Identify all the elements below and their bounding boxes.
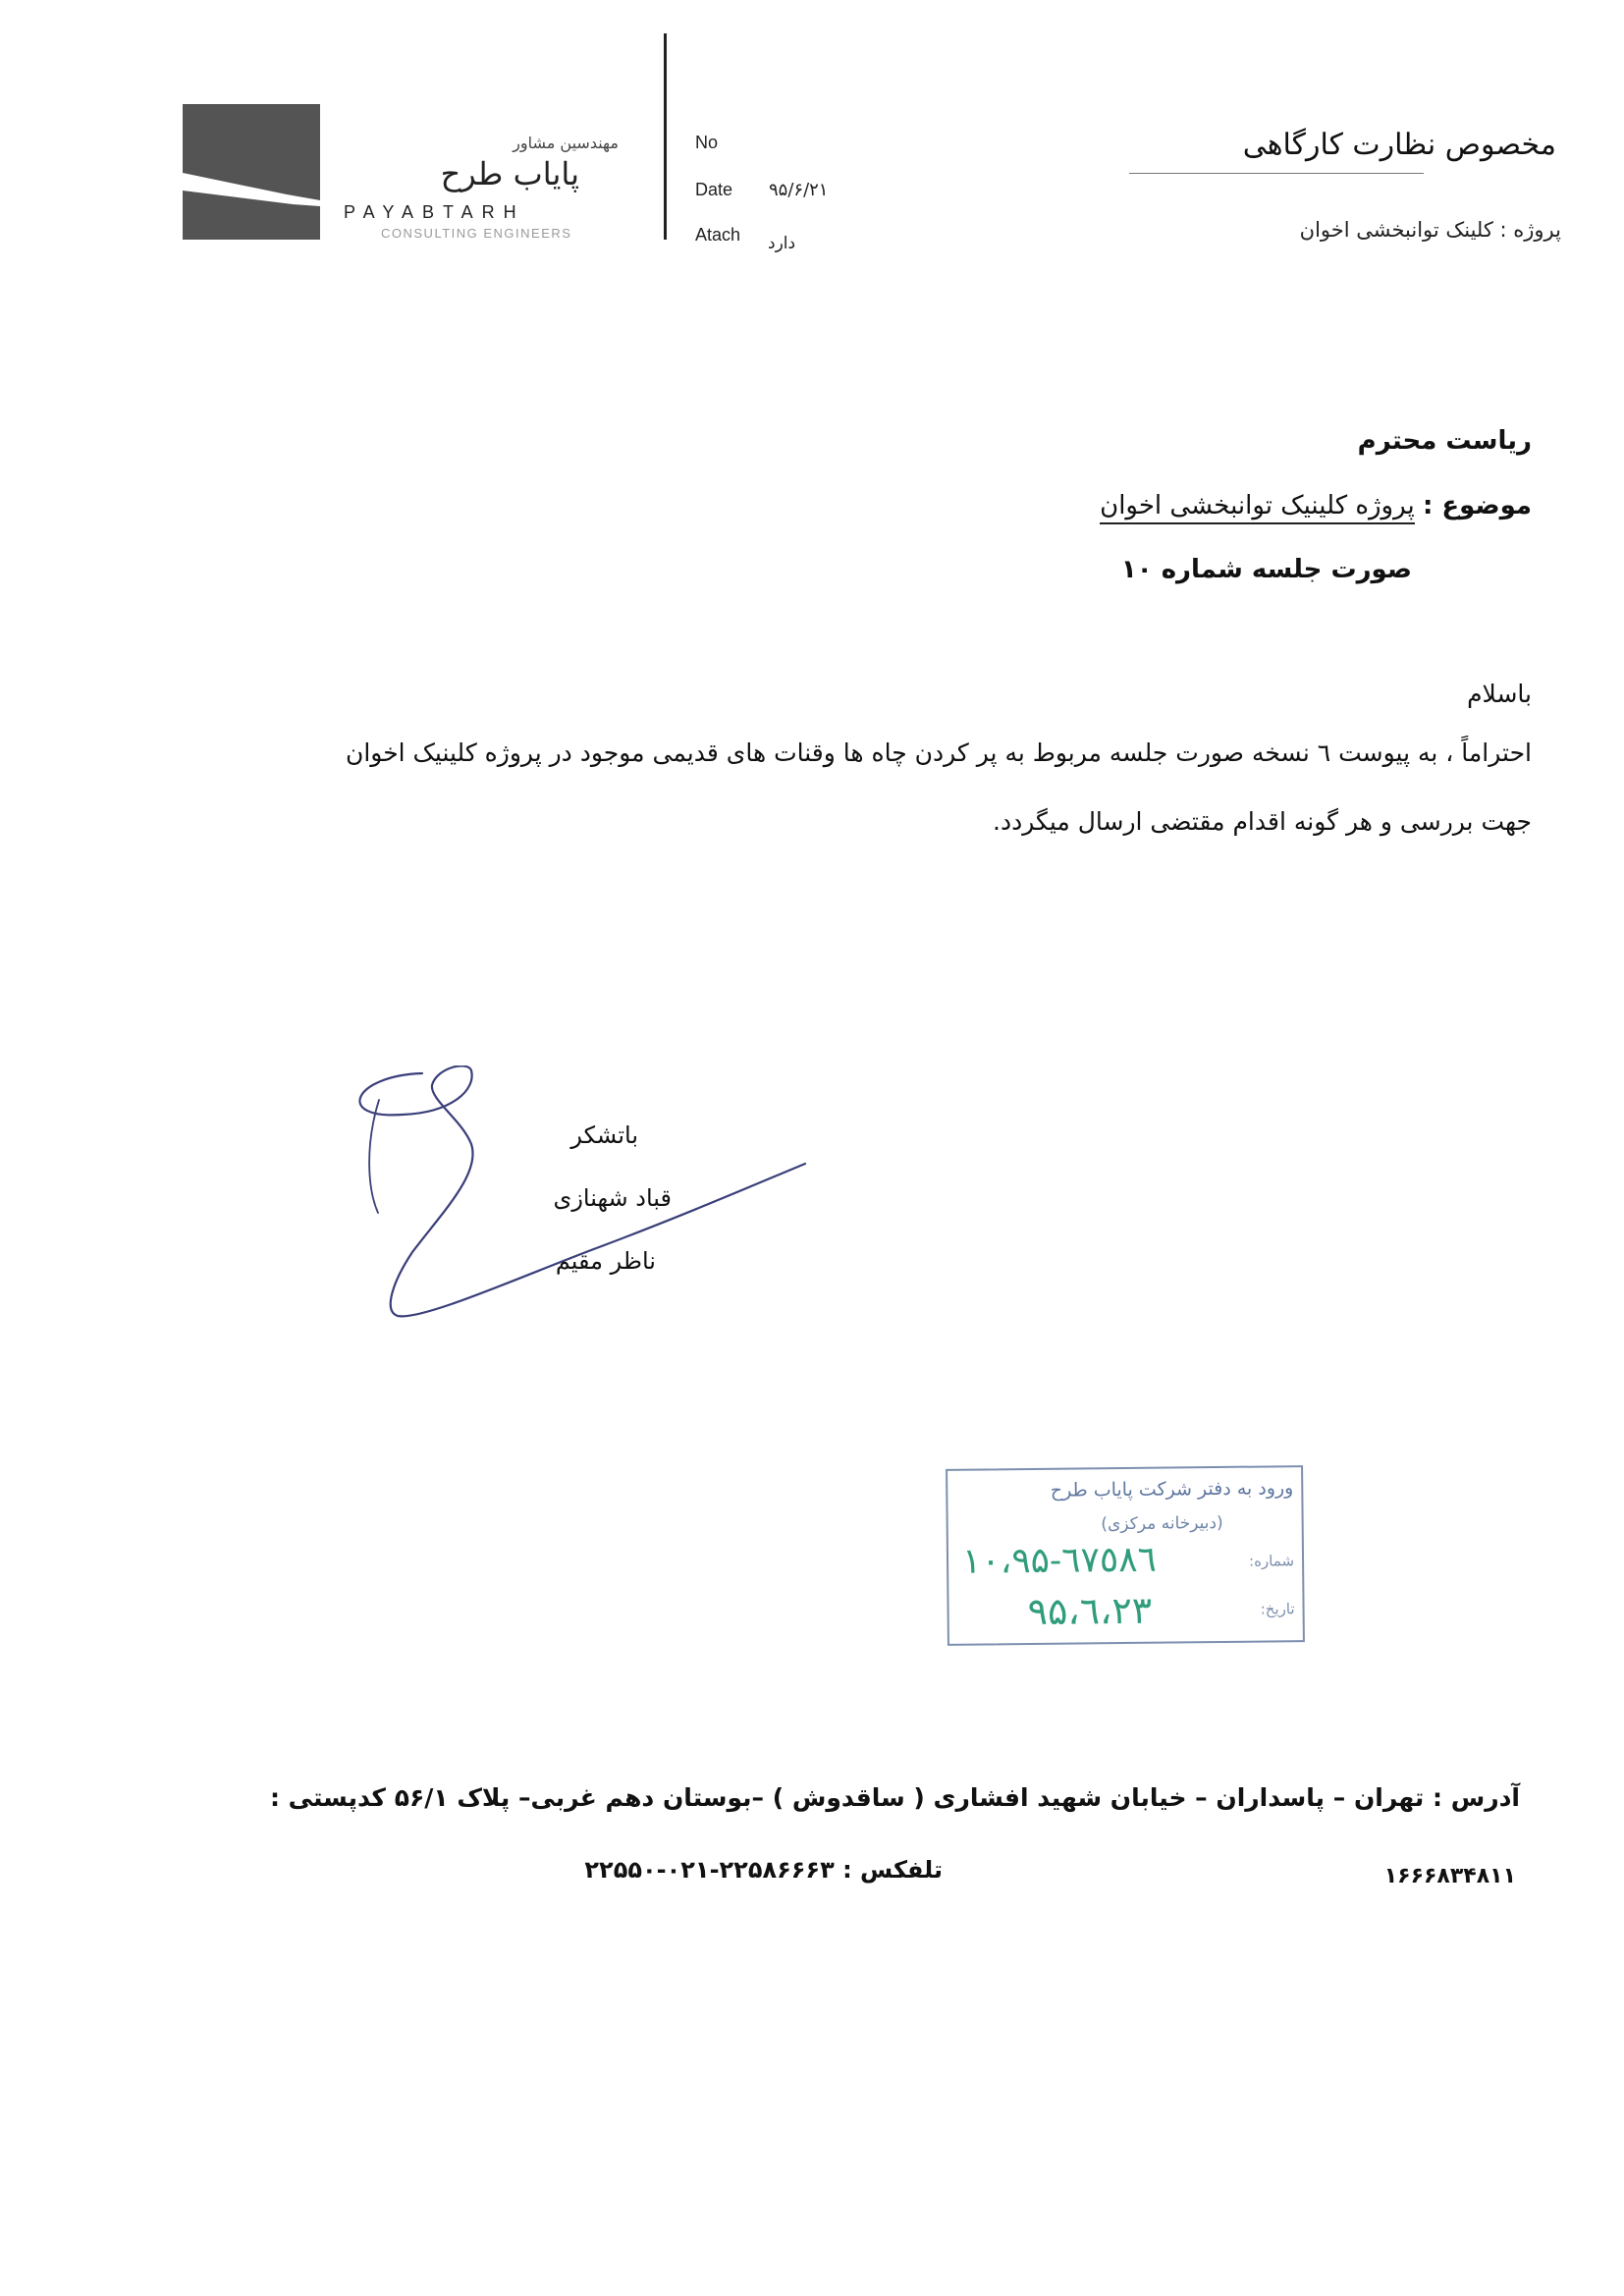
- special-title: مخصوص نظارت کارگاهی: [1242, 128, 1556, 162]
- signer-role: ناظر مقیم: [555, 1247, 656, 1275]
- date-value: ۹۵/۶/۲۱: [769, 180, 829, 200]
- subject-label: موضوع :: [1422, 491, 1532, 520]
- company-name-en: PAYABTARH: [344, 202, 525, 222]
- receipt-stamp: [946, 1465, 1305, 1646]
- company-logo: [183, 104, 320, 240]
- stamp-number-label: شماره:: [1249, 1552, 1295, 1570]
- company-name-fa-small: مهندسین مشاور: [513, 134, 619, 152]
- company-tagline: CONSULTING ENGINEERS: [381, 226, 572, 241]
- project-label: پروژه : کلینک توانبخشی اخوان: [1299, 218, 1561, 242]
- stamp-number-value: ۱۰،۹۵-٦٧٥٨٦: [961, 1539, 1158, 1582]
- minutes-title: صورت جلسه شماره ۱۰: [1120, 555, 1412, 584]
- date-label: Date: [695, 180, 733, 199]
- footer-phone: تلفکس : ۲۲۵۸۶۶۶۳-۰۲۱-۲۲۵۵۰: [584, 1856, 943, 1884]
- stamp-date-label: تاریخ:: [1260, 1600, 1295, 1618]
- header-divider: [664, 33, 667, 240]
- subject-value: پروژه کلینیک توانبخشی اخوان: [1100, 491, 1415, 524]
- closing: باتشکر: [570, 1121, 638, 1149]
- subject-line: [884, 491, 1532, 520]
- company-name-fa: پایاب طرح: [440, 155, 579, 192]
- footer-postal-code: ۱۶۶۶۸۳۴۸۱۱: [1383, 1864, 1516, 1888]
- recipient: ریاست محترم: [1357, 426, 1532, 456]
- stamp-date-value: ۹۵،٦،۲۳: [1027, 1588, 1153, 1634]
- attach-label: Atach: [695, 225, 741, 245]
- attach-value: دارد: [768, 234, 796, 253]
- signer-name: قباد شهنازی: [553, 1184, 672, 1212]
- footer-address: آدرس : تهران – پاسداران – خیابان شهید افشاری ( ساقدوش ) –بوستان دهم غربی– پلاک ۵۶/۱ کدپستی :: [269, 1783, 1520, 1812]
- body-paragraph-line-2: جهت بررسی و هر گونه اقدام مقتضی ارسال میگردد.: [993, 807, 1532, 836]
- number-label: No: [695, 133, 719, 152]
- greeting: باسلام: [1467, 680, 1532, 708]
- special-title-underline: [1129, 173, 1424, 174]
- body-paragraph-line-1: احتراماً ، به پیوست ٦ نسخه صورت جلسه مربوط به پر کردن چاه ها وقنات های قدیمی موجود در پروژه کلینیک اخوان: [345, 738, 1532, 767]
- stamp-office-line: ورود به دفتر شرکت پایاب طرح: [1050, 1477, 1294, 1502]
- stamp-secretariat-line: (دبیرخانه مرکزی): [1101, 1512, 1223, 1535]
